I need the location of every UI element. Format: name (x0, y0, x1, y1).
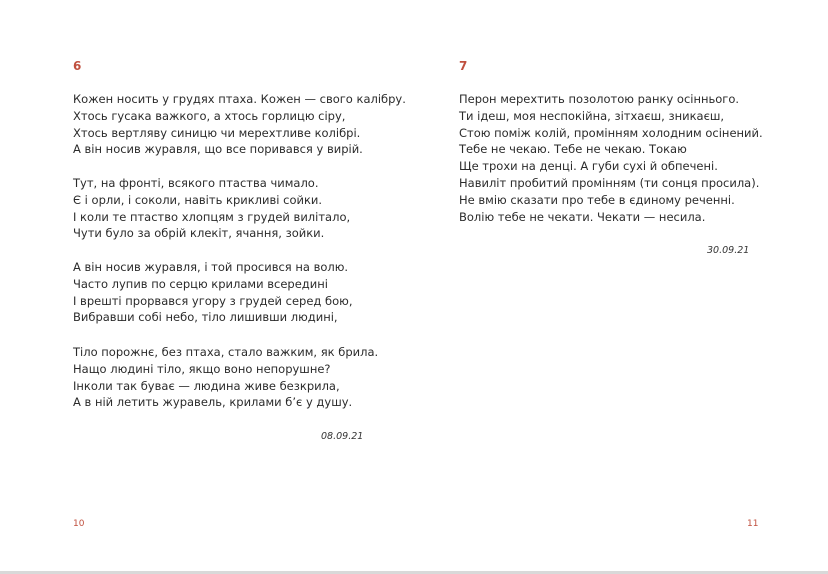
poem-line: І коли те птаство хлопцям з грудей вилітало, (73, 209, 351, 224)
poem-line: Перон мерехтить позолотою ранку осіннього. (459, 92, 740, 106)
poem-line: Кожен носить у грудях птаха. Кожен — свого калібру. (73, 92, 406, 106)
stanza-1 (459, 91, 763, 225)
page-number: 10 (73, 519, 85, 529)
poem-date: 30.09.21 (707, 245, 750, 256)
poem-line: А в ній летить журавель, крилами б’є у душу. (73, 395, 353, 410)
poem-line: Чути було за обрій клекіт, ячання, зойки. (73, 226, 325, 241)
poem-line: Тіло порожнє, без птаха, стало важким, як брила. (73, 345, 379, 359)
poem-number: 7 (459, 59, 468, 73)
right-page (414, 0, 828, 571)
poem-line: Нащо людині тіло, якщо воно непорушне? (73, 361, 331, 376)
poem-line: Вибравши собі небо, тіло лишивши людині, (73, 310, 338, 325)
poem-number: 6 (73, 59, 82, 73)
stanza-2 (73, 175, 350, 242)
poem-line: А він носив журавля, і той просився на волю. (73, 260, 349, 274)
poem-line: Не вмію сказати про тебе в єдиному реченні. (459, 192, 735, 207)
poem-line: Навиліт пробитий промінням (ти сонця просила). (459, 175, 760, 190)
poem-line: Часто лупив по серцю крилами всередині (73, 276, 328, 291)
poem-line: Тебе не чекаю. Тебе не чекаю. Токаю (459, 142, 687, 157)
stanza-4 (73, 344, 378, 411)
poem-line: Є і орли, і соколи, навіть крикливі сойки. (73, 192, 323, 207)
poem-line: Хтось вертляву синицю чи мерехтливе колібрі. (73, 125, 361, 140)
page-number: 11 (747, 519, 759, 529)
poem-line: Ти ідеш, моя неспокійна, зітхаєш, зникаєш, (459, 108, 725, 123)
left-page (0, 0, 414, 571)
stanza-3 (73, 259, 353, 326)
stanza-1 (73, 91, 406, 158)
poem-line: Інколи так буває — людина живе безкрила, (73, 378, 340, 393)
poem-date: 08.09.21 (321, 431, 364, 442)
poem-line: Волію тебе не чекати. Чекати — несила. (459, 209, 706, 224)
poem-line: А він носив журавля, що все поривався у вирій. (73, 142, 363, 157)
poem-line: Стою поміж колій, промінням холодним осінений. (459, 125, 763, 140)
poem-line: Тут, на фронті, всякого птаства чимало. (73, 176, 319, 190)
poem-line: І врешті прорвався угору з грудей серед бою, (73, 293, 353, 308)
poem-line: Ще трохи на денці. А губи сухі й обпечені. (459, 159, 718, 174)
poem-line: Хтось гусака важкого, а хтось горлицю сіру, (73, 108, 346, 123)
